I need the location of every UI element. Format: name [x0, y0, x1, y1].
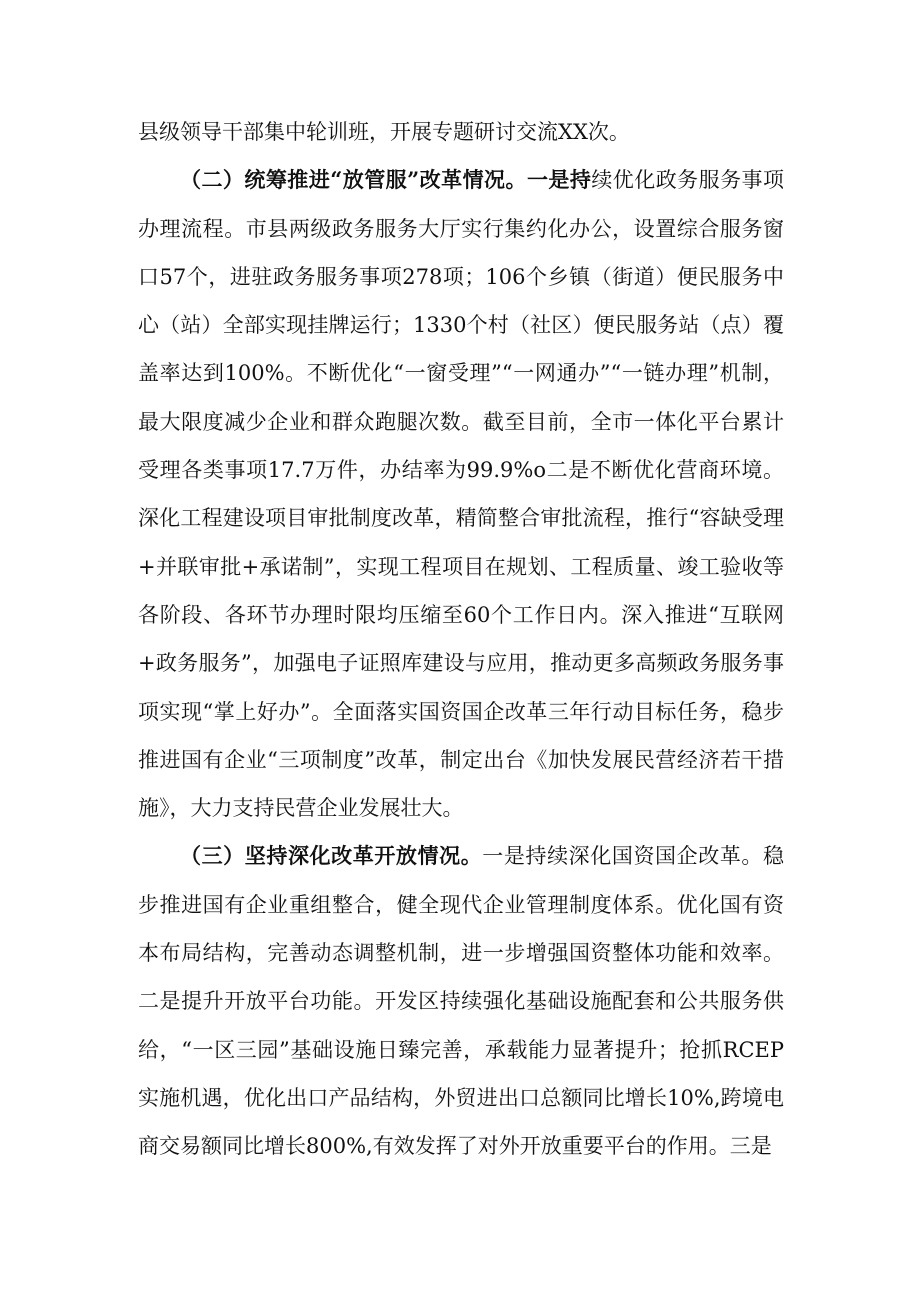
section-heading-two: （二）统筹推进“放管服”改革情况。一是持: [180, 167, 592, 193]
paragraph-text: 县级领导干部集中轮训班，开展专题研讨交流XX次。: [138, 120, 630, 144]
paragraph-reform-services: [138, 156, 784, 832]
section-heading-three: （三）坚持深化改革开放情况。: [180, 843, 483, 869]
paragraph-training: [138, 108, 784, 156]
paragraph-reform-opening: [138, 832, 784, 1170]
paragraph-text: 一是持续深化国资国企改革。稳步推进国有企业重组整合，健全现代企业管理制度体系。优化国有资本布局结构，完善动态调整机制，进一步增强国资整体功能和效率。二是提升开放平台功能。开发区持续强化基础设施配套和公共服务供给，“一区三园”基础设施日臻完善，承载能力显著提升；抢抓RCEP实施机遇，优化出口产品结构，外贸进出口总额同比增长10%,跨境电商交易额同比增长800%,有效发挥了对外开放重要平台的作用。三是: [138, 844, 784, 1159]
document-body: [138, 108, 784, 1171]
paragraph-text: 续优化政务服务事项办理流程。市县两级政务服务大厅实行集约化办公，设置综合服务窗口57个，进驻政务服务事项278项；106个乡镇（街道）便民服务中心（站）全部实现挂牌运行；1330个村（社区）便民服务站（点）覆盖率达到100%。不断优化“一窗受理”“一网通办”“一链办理”机制，最大限度减少企业和群众跑腿次数。截至目前，全市一体化平台累计受理各类事项17.7万件，办结率为99.9%o二是不断优化营商环境。深化工程建设项目审批制度改革，精简整合审批流程，推行“容缺受理+并联审批+承诺制”，实现工程项目在规划、工程质量、竣工验收等各阶段、各环节办理时限均压缩至60个工作日内。深入推进“互联网+政务服务”，加强电子证照库建设与应用，推动更多高频政务服务事项实现“掌上好办”。全面落实国资国企改革三年行动目标任务，稳步推进国有企业“三项制度”改革，制定出台《加快发展民营经济若干措施》，大力支持民营企业发展壮大。: [138, 168, 784, 821]
